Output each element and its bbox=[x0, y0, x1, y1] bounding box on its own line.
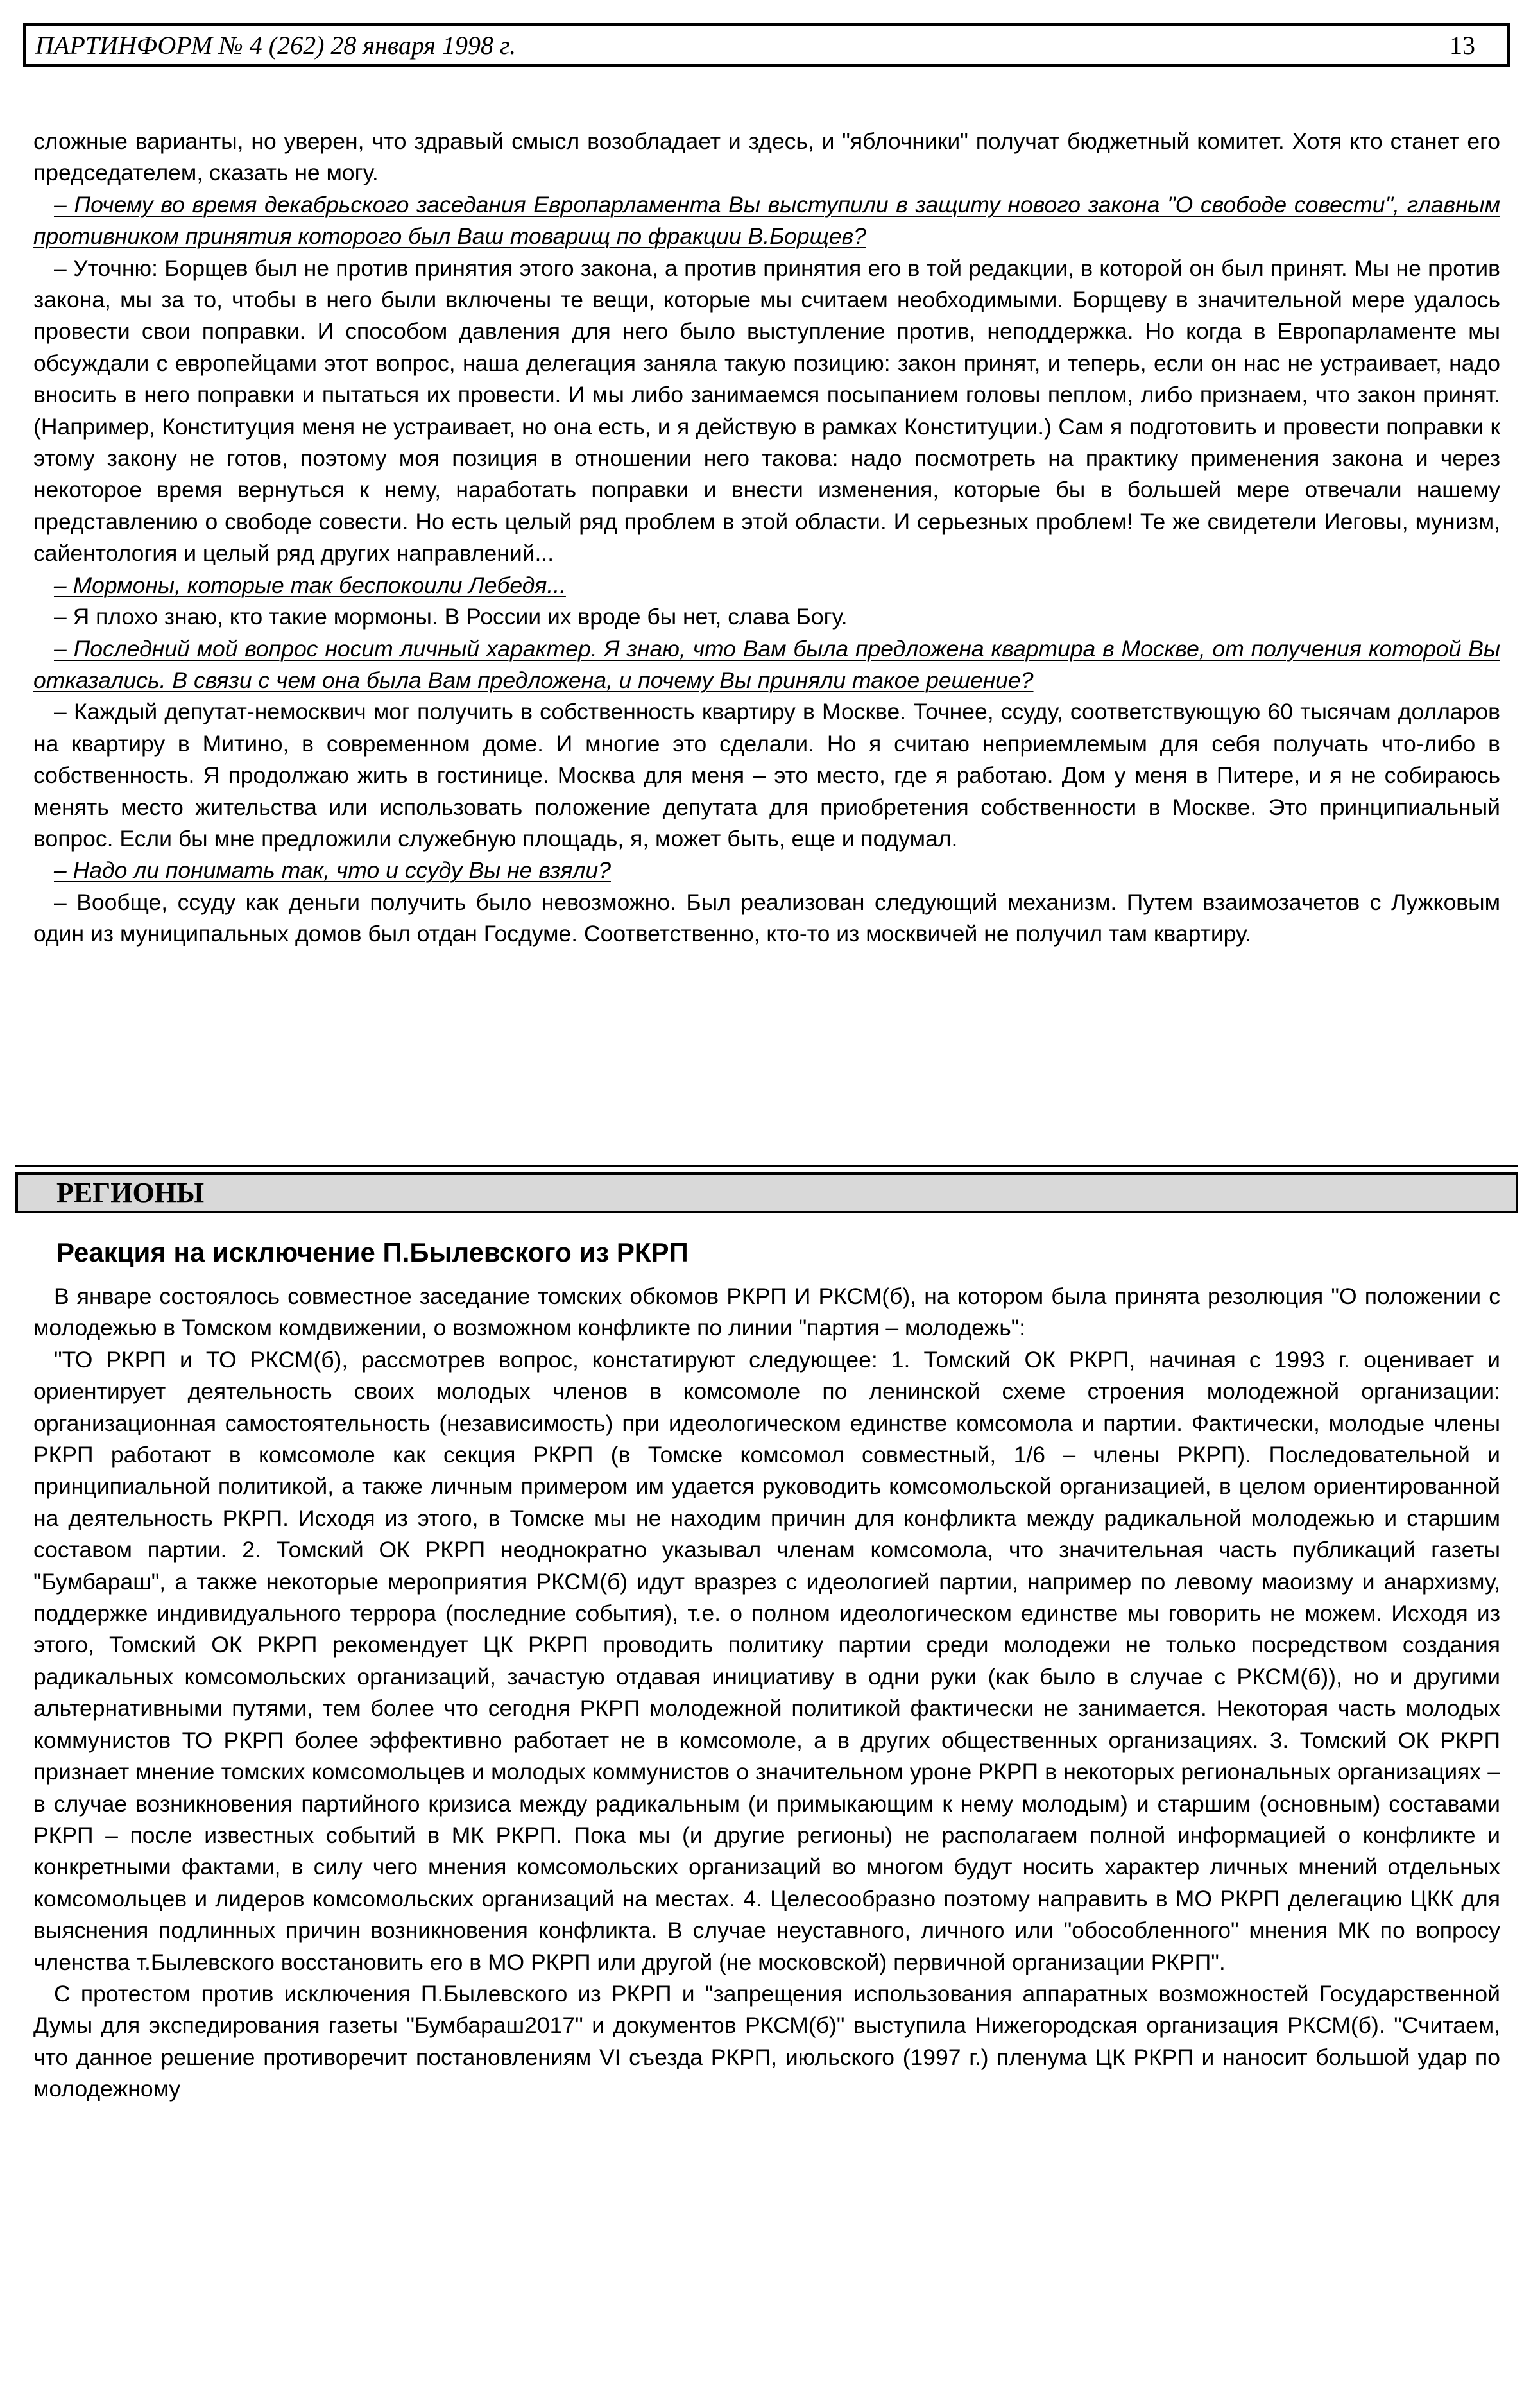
question-paragraph: – Последний мой вопрос носит личный характер. Я знаю, что Вам была предложена квартира в Москве, от получения которой Вы отказались. В связи с чем она была Вам предложена, и почему Вы приняли такое решение? bbox=[33, 635, 1500, 693]
answer-paragraph: – Вообще, ссуду как деньги получить было невозможно. Был реализован следующий механизм. Путем взаимозачетов с Лужковым один из муниципальных домов был отдан Госдуме. Соответственно, кто-то из москвичей не получил там квартиру. bbox=[33, 889, 1500, 947]
article-paragraph: "ТО РКРП и ТО РКСМ(б), рассмотрев вопрос, констатируют следующее: 1. Томский ОК РКРП, начиная с 1993 г. оценивает и ориентирует деятельность своих молодых членов в комсомоле по ленинской схеме строения молодежной организации: организационная самостоятельность (независимость) при идеологическом единстве комсомола и партии. Фактически, молодые члены РКРП работают в комсомоле как секция РКРП (в Томске комсомол совместный, 1/6 – члены РКРП). Последовательной и принципиальной политикой, а также личным примером им удается руководить комсомольской организацией, в целом ориентированной на деятельность РКРП. Исходя из этого, в Томске мы не находим причин для конфликта между радикальной молодежью и старшим составом партии. 2. Томский ОК РКРП неоднократно указывал членам комсомола, что значительная часть публикаций газеты "Бумбараш", а также некоторые мероприятия РКСМ(б) идут вразрез с идеологией партии, например по левому маоизму и анархизму, поддержке индивидуального террора (последние события), т.е. о полном идеологическом единстве мы говорить не можем. Исходя из этого, Томский ОК РКРП рекомендует ЦК РКРП проводить политику партии среди молодежи не только посредством создания радикальных комсомольских организаций, зачастую отдавая инициативу в одни руки (как было в случае с РКСМ(б)), но и другими альтернативными путями, тем более что сегодня РКРП молодежной политикой фактически не занимается. Некоторая часть молодых коммунистов ТО РКРП более эффективно работает не в комсомоле, а в других общественных организациях. 3. Томский ОК РКРП признает мнение томских комсомольцев и молодых коммунистов о значительном уроне РКРП в некоторых региональных организациях – в случае возникновения партийного кризиса между радикальным (и примыкающим к нему молодым) и старшим (основным) составами РКРП – после известных событий в МК РКРП. Пока мы (и другие регионы) не располагаем полной информацией о конфликте и конкретными фактами, в силу чего мнения комсомольских организаций во многом будут носить характер личных мнений отдельных комсомольцев и лидеров комсомольских организаций на местах. 4. Целесообразно поэтому направить в МО РКРП делегацию ЦКК для выяснения подлинных причин возникновения конфликта. В случае неуставного, личного или "обособленного" мнения МК по вопросу членства т.Былевского восстановить его в МО РКРП или другой (не московской) первичной организации РКРП". bbox=[33, 1346, 1500, 1975]
page-number: 13 bbox=[1450, 30, 1475, 60]
section-heading-bar bbox=[15, 1172, 1518, 1213]
article-paragraph: В январе состоялось совместное заседание томских обкомов РКРП И РКСМ(б), на котором была принята резолюция "О положении с молодежью в Томском комдвижении, о возможном конфликте по линии "партия – молодежь": bbox=[33, 1283, 1500, 1341]
section-title: РЕГИОНЫ bbox=[56, 1177, 205, 1208]
article-paragraph: С протестом против исключения П.Былевского из РКРП и "запрещения использования аппаратных возможностей Государственной Думы для экспедирования газеты "Бумбараш2017" и документов РКСМ(б)" выступила Нижегородская организация РКСМ(б). "Считаем, что данное решение противоречит постановлениям VI съезда РКРП, июльского (1997 г.) пленума ЦК РКРП и наносит большой удар по молодежному bbox=[33, 1980, 1500, 2102]
page-header bbox=[23, 23, 1510, 67]
publication-title: ПАРТИНФОРМ № 4 (262) 28 января 1998 г. bbox=[35, 30, 517, 60]
interview-body bbox=[33, 126, 1500, 950]
section-divider bbox=[15, 1165, 1518, 1167]
article-body bbox=[33, 1281, 1500, 2105]
article-title: Реакция на исключение П.Былевского из РКРП bbox=[56, 1237, 689, 1267]
question-paragraph: – Мормоны, которые так беспокоили Лебедя... bbox=[54, 572, 566, 598]
question-paragraph: – Почему во время декабрьского заседания Европарламента Вы выступили в защиту нового закона "О свободе совести", главным противником принятия которого был Ваш товарищ по фракции В.Борщев? bbox=[33, 191, 1500, 250]
answer-paragraph: сложные варианты, но уверен, что здравый смысл возобладает и здесь, и "яблочники" получат бюджетный комитет. Хотя кто станет его председателем, сказать не могу. bbox=[33, 128, 1500, 186]
question-paragraph: – Надо ли понимать так, что и ссуду Вы не взяли? bbox=[54, 857, 611, 884]
answer-paragraph: – Я плохо знаю, кто такие мормоны. В России их вроде бы нет, слава Богу. bbox=[54, 604, 848, 630]
answer-paragraph: – Каждый депутат-немосквич мог получить в собственность квартиру в Москве. Точнее, ссуду, соответствующую 60 тысячам долларов на квартиру в Митино, в современном доме. И многие это сделали. Но я считаю неприемлемым для себя получать что-либо в собственность. Я продолжаю жить в гостинице. Москва для меня – это место, где я работаю. Дом у меня в Питере, и я не собираюсь менять место жительства или использовать положение депутата для приобретения собственности в Москве. Это принципиальный вопрос. Если бы мне предложили служебную площадь, я, может быть, еще и подумал. bbox=[33, 699, 1500, 852]
answer-paragraph: – Уточню: Борщев был не против принятия этого закона, а против принятия его в той редакции, в которой он был принят. Мы не против закона, мы за то, чтобы в него были включены те вещи, которые мы считаем необходимыми. Борщеву в значительной мере удалось провести свои поправки. И способом давления для него было выступление против, неподдержка. Но когда в Европарламенте мы обсуждали с европейцами этот вопрос, наша делегация заняла такую позицию: закон принят, и теперь, если он нас не устраивает, надо вносить в него поправки и пытаться их провести. И мы либо занимаемся посыпанием головы пеплом, либо признаем, что закон принят. (Например, Конституция меня не устраивает, но она есть, и я действую в рамках Конституции.) Сам я подготовить и провести поправки к этому закону не готов, поэтому моя позиция в отношении него такова: надо посмотреть на практику применения закона и через некоторое время вернуться к нему, наработать поправки и внести изменения, которые бы в большей мере отвечали нашему представлению о свободе совести. Но есть целый ряд проблем в этой области. И серьезных проблем! Те же свидетели Иеговы, мунизм, сайентология и целый ряд других направлений... bbox=[33, 255, 1500, 567]
